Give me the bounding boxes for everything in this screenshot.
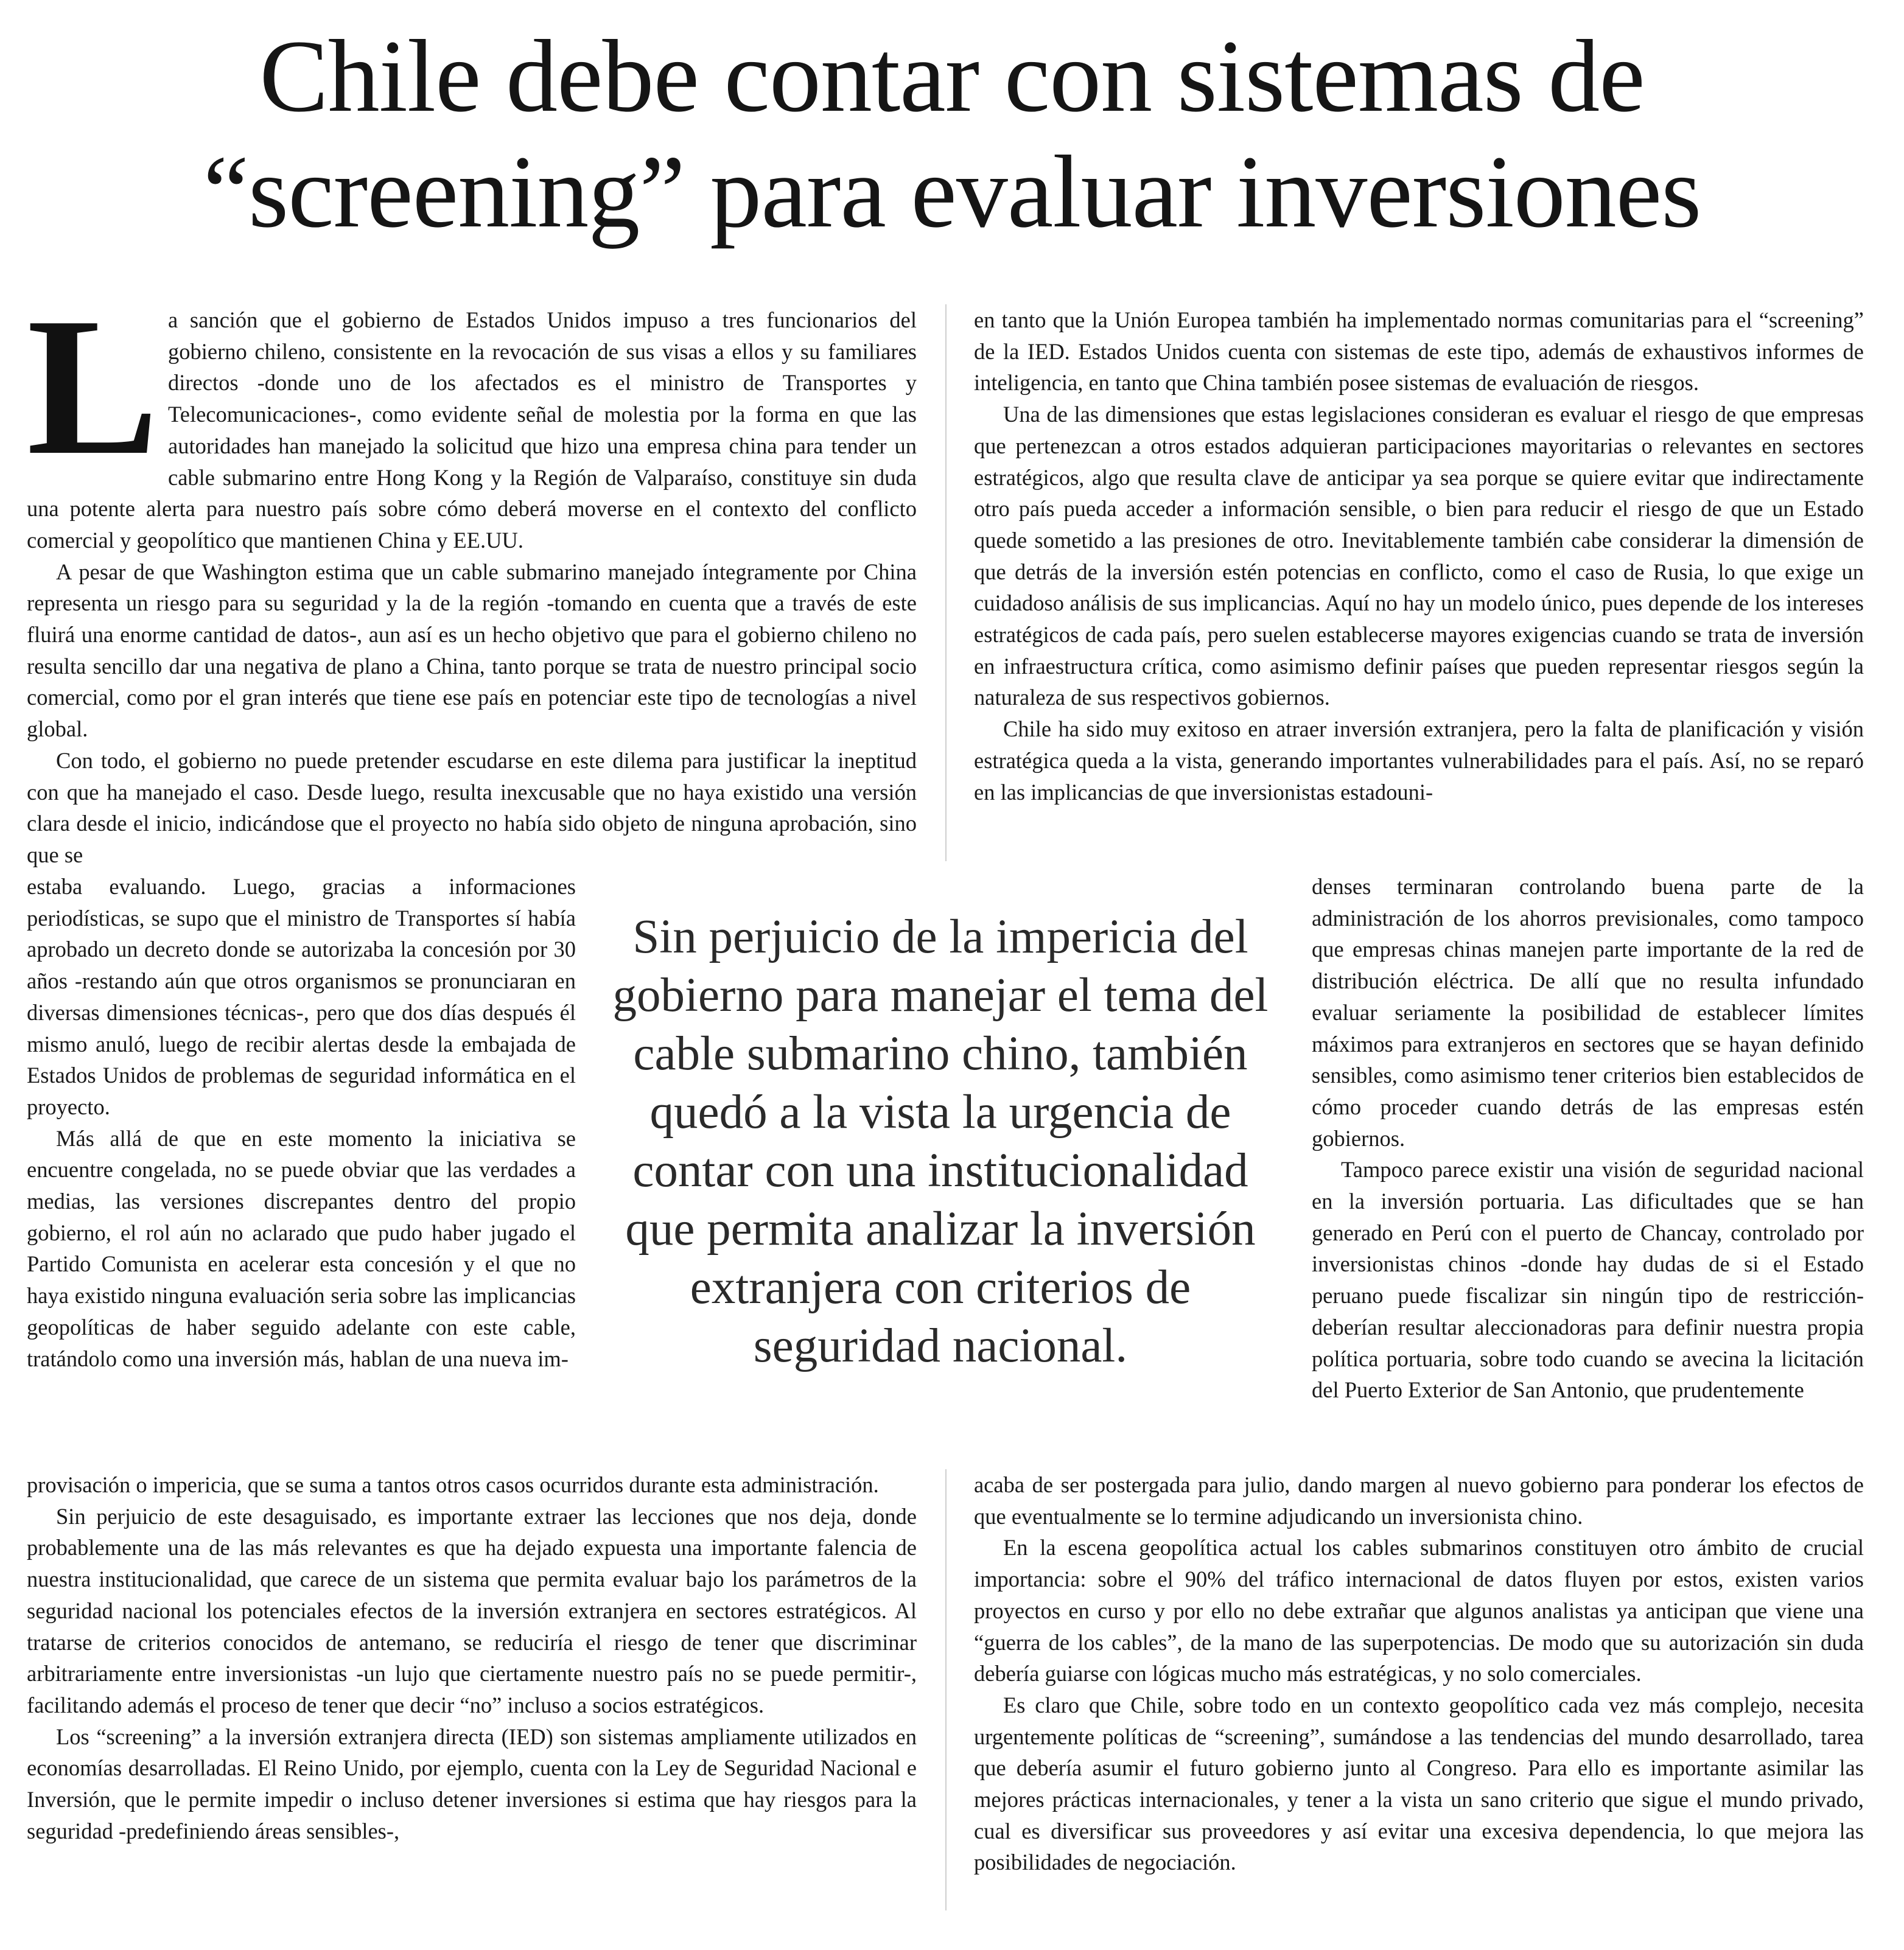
paragraph-9-start: Chile ha sido muy exitoso en atraer inversión extranjera, pero la falta de planificación y visión estratégica queda a la vista, generando importantes vulnerabilidades para el país. Así, no se reparó en las implicancias de que inversionistas estadouni- xyxy=(974,716,1864,805)
column-divider-bottom xyxy=(945,1469,947,1910)
right-column-top xyxy=(974,304,1864,808)
paragraph-3-start: Con todo, el gobierno no puede pretender escudarse en este dilema para justificar la ineptitud con que ha manejado el caso. Desde luego, resulta inexcusable que no haya existido una versión clara desde el inicio, indicándose que el proyecto no había sido objeto de ninguna aprobación, sino que se xyxy=(27,747,917,867)
paragraph-6: Los “screening” a la inversión extranjera directa (IED) son sistemas ampliamente utilizados en economías desarrolladas. El Reino Unido, por ejemplo, cuenta con la Ley de Seguridad Nacional e Inversión, que le permite impedir o incluso detener inversiones si estima que hay riesgos para la seguridad -predefiniendo áreas sensibles-, xyxy=(27,1724,917,1843)
paragraph-9-continued: denses terminaran controlando buena parte de la administración de los ahorros previsionales, como tampoco que empresas chinas manejen parte importante de la red de distribución eléctrica. De allí que no resulta infundado evaluar seriamente la posibilidad de establecer límites máximos para extranjeros en sectores que se hayan definido sensibles, como asimismo tener criterios bien establecidos de cómo proceder cuando detrás de las empresas estén gobiernos. xyxy=(1312,874,1864,1151)
headline-line-2: “screening” para evaluar inversiones xyxy=(203,135,1701,249)
paragraph-11: En la escena geopolítica actual los cables submarinos constituyen otro ámbito de crucial importancia: sobre el 90% del tráfico internacional de datos fluyen por estos, existen varios proyectos en curso y por ello no debe extrañar que algunos analistas ya anticipan que viene una “guerra de los cables”, de la mano de las superpotencias. De modo que su autorización sin duda debería guiarse con lógicas mucho más estratégicas, y no solo comerciales. xyxy=(974,1535,1864,1686)
paragraph-2: A pesar de que Washington estima que un cable submarino manejado íntegramente por China representa un riesgo para su seguridad y la de la región -tomando en cuenta que a través de este fluirá una enorme cantidad de datos-, aun así es un hecho objetivo que para el gobierno chileno no resulta sencillo dar una negativa de plano a China, tanto porque se trata de nuestro principal socio comercial, como por el gran interés que tiene ese país en potenciar este tipo de tecnologías a nivel global. xyxy=(27,559,917,742)
right-column-narrow xyxy=(1312,871,1864,1406)
paragraph-1-text: a sanción que el gobierno de Estados Unidos impuso a tres funcionarios del gobierno chileno, consistente en la revocación de sus visas a ellos y su familiares directos -donde uno de los afectados es el ministro de Transportes y Telecomunicaciones-, como evidente señal de molestia por la forma en que las autoridades han manejado la solicitud que hizo una empresa china para tender un cable submarino entre Hong Kong y la Región de Valparaíso, constituye sin duda una potente alerta para nuestro país sobre cómo deberá moverse en el contexto del conflicto comercial y geopolítico que mantienen China y EE.UU. xyxy=(27,307,917,553)
headline xyxy=(37,18,1867,250)
paragraph-1 xyxy=(27,277,917,556)
pull-quote: Sin perjuicio de la impericia del gobierno para manejar el tema del cable submarino chino, también quedó a la vista la urgencia de contar con una institucionalidad que permita analizar la inversión extranjera con criterios de seguridad nacional. xyxy=(612,910,1269,1372)
headline-line-1: Chile debe contar con sistemas de xyxy=(259,19,1645,133)
paragraph-12: Es claro que Chile, sobre todo en un contexto geopolítico cada vez más complejo, necesita urgentemente políticas de “screening”, sumándose a las tendencias del mundo desarrollado, tarea que debería asumir el futuro gobierno junto al Congreso. Para ello es importante asimilar las mejores prácticas internacionales, y tener a la vista un sano criterio que sigue el mundo privado, cual es diversificar sus proveedores y así evitar una excesiva dependencia, lo que mejora las posibilidades de negociación. xyxy=(974,1692,1864,1875)
paragraph-10-continued: acaba de ser postergada para julio, dando margen al nuevo gobierno para ponderar los efectos de que eventualmente se lo termine adjudicando un inversionista chino. xyxy=(974,1472,1864,1529)
paragraph-4-start: Más allá de que en este momento la iniciativa se encuentre congelada, no se puede obviar que las verdades a medias, las versiones discrepantes dentro del propio gobierno, el rol aún no aclarado que pudo haber jugado el Partido Comunista en acelerar esta concesión y el que no haya existido ninguna evaluación seria sobre las implicancias geopolíticas de haber seguido adelante con este cable, tratándolo como una inversión más, hablan de una nueva im- xyxy=(27,1125,576,1371)
paragraph-4-continued: provisación o impericia, que se suma a tantos otros casos ocurridos durante esta administración. xyxy=(27,1472,879,1497)
left-column-narrow xyxy=(27,871,576,1374)
paragraph-7: en tanto que la Unión Europea también ha implementado normas comunitarias para el “screening” de la IED. Estados Unidos cuenta con sistemas de este tipo, además de exhaustivos informes de inteligencia, en tanto que China también posee sistemas de evaluación de riesgos. xyxy=(974,307,1864,396)
paragraph-10-start: Tampoco parece existir una visión de seguridad nacional en la inversión portuaria. Las dificultades que se han generado en Perú con el puerto de Chancay, controlado por inversionistas chinos -donde hay dudas de si el Estado peruano puede fiscalizar sin ningún tipo de restricción- deberían resultar aleccionadoras para definir nuestra propia política portuaria, sobre todo cuando se avecina la licitación del Puerto Exterior de San Antonio, que prudentemente xyxy=(1312,1157,1864,1403)
paragraph-8: Una de las dimensiones que estas legislaciones consideran es evaluar el riesgo de que empresas que pertenezcan a otros estados adquieran participaciones mayoritarias o relevantes en sectores estratégicos, algo que resulta clave de anticipar ya sea porque se quiere evitar que indirectamente otro país pueda acceder a información sensible, o bien para reducir el riesgo de que un Estado quede sometido a las presiones de otro. Inevitablemente también cabe considerar la dimensión de que detrás de la inversión estén potencias en conflicto, como el caso de Rusia, lo que exige un cuidadoso análisis de sus implicancias. Aquí no hay un modelo único, pues depende de los intereses estratégicos de cada país, pero suelen establecerse mayores exigencias cuando se trata de inversión en infraestructura crítica, como asimismo definir países que pueden representar riesgos según la naturaleza de sus respectivos gobiernos. xyxy=(974,402,1864,710)
drop-cap: L xyxy=(27,277,159,496)
right-column-bottom xyxy=(974,1469,1864,1878)
left-column-top xyxy=(27,277,917,871)
column-divider-top xyxy=(945,304,947,861)
paragraph-5: Sin perjuicio de este desaguisado, es importante extraer las lecciones que nos deja, donde probablemente una de las más relevantes es que ha dejado expuesta una importante falencia de nuestra institucionalidad, que carece de un sistema que permita evaluar bajo los parámetros de la seguridad nacional los potenciales efectos de la inversión extranjera en sectores estratégicos. Al tratarse de criterios conocidos de antemano, se reduciría el riesgo de tener que discriminar arbitrariamente entre inversionistas -un lujo que ciertamente nuestro país no se puede permitir-, facilitando además el proceso de tener que decir “no” incluso a socios estratégicos. xyxy=(27,1503,917,1718)
left-column-bottom xyxy=(27,1469,917,1847)
paragraph-3-continued: estaba evaluando. Luego, gracias a informaciones periodísticas, se supo que el ministro de Transportes sí había aprobado un decreto donde se autorizaba la concesión por 30 años -restando aún que otros organismos se pronunciaran en diversas dimensiones técnicas-, pero que dos días después él mismo anuló, luego de recibir alertas desde la embajada de Estados Unidos de problemas de seguridad informática en el proyecto. xyxy=(27,874,576,1119)
